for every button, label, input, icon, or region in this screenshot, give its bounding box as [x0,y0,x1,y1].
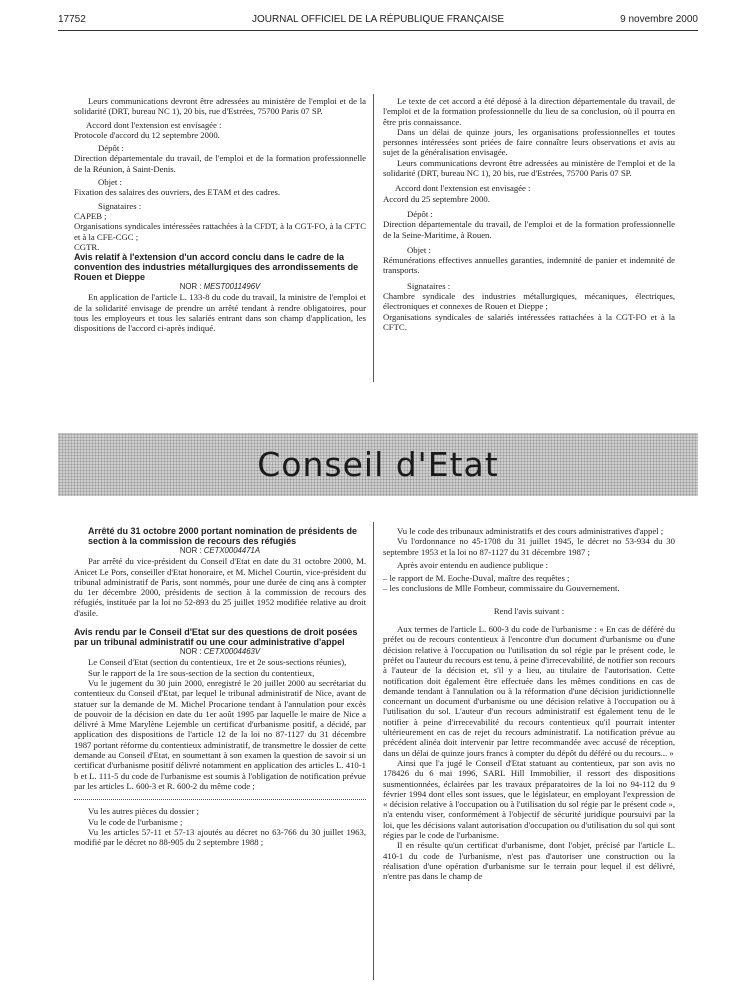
label-signataires: Signataires : [407,280,451,291]
label-objet: Objet : [407,244,431,255]
section-title: Conseil d'Etat [257,445,499,484]
paragraph: Direction départementale du travail, de l'emploi et de la formation professionnelle de la Seine-Maritime, à Rouen. [383,219,675,240]
paragraph: Organisations syndicales intéressées rattachées à la CFDT, à la CGT-FO, à la CFTC et à la CFE-CGC ; [74,221,366,242]
paragraph: Vu le code de l'urbanisme ; [88,816,183,827]
nor-reference [74,546,366,556]
paragraph: Après avoir entendu en audience publique : [397,559,549,570]
paragraph: Chambre syndicale des industries métallurgiques, mécaniques, électriques, électroniques et connexes de Rouen et Dieppe ; [383,291,675,312]
journal-title: JOURNAL OFFICIEL DE LA RÉPUBLIQUE FRANÇAISE [251,14,505,25]
column-divider [373,94,374,382]
nor-label: NOR : [179,282,202,292]
paragraph: Vu les autres pièces du dossier ; [88,806,199,817]
top-right-column [383,96,675,332]
section-banner [58,433,698,496]
issue-date: 9 novembre 2000 [620,14,698,25]
paragraph: Organisations syndicales de salariés intéressées rattachées à la CGT-FO et à la CFTC. [383,311,675,332]
paragraph: Le texte de cet accord a été déposé à la direction départementale du travail, de l'emploi et de la formation professionnelle du lieu de sa conclusion, où il pourra en être pris connaissance. [383,96,675,127]
page-number: 17752 [58,14,86,25]
column-divider [373,522,374,980]
label-accord: Accord dont l'extension est envisagée : [395,183,531,194]
nor-label: NOR : [179,647,202,657]
label-depot: Dépôt : [407,208,433,219]
paragraph: Leurs communications devront être adressées au ministère de l'emploi et de la solidarité (DRT, bureau NC 1), 20 bis, rue d'Estrées, 75700 Paris 07 SP. [74,96,366,117]
paragraph: Ainsi que l'a jugé le Conseil d'Etat statuant au contentieux, par son avis no 178426 du 6 mai 1996, SARL Hill Immobilier, il ressort des dispositions susmentionnées, éclairées par les travaux préparatoires de la loi no 94-112 du 9 février 1994 dont elles sont issues, que le législateur, en employant l'expression de « décision relative à l'occupation ou à l'utilisation du sol régie par le présent code », n'a entendu viser, conformément à l'objectif de sécurité juridique poursuivi par la loi, que les décisions valant autorisation d'occupation ou d'utilisation du sol qui sont régies par le code de l'urbanisme. [383,757,675,841]
paragraph: Vu l'ordonnance no 45-1708 du 31 juillet 1945, le décret no 53-934 du 30 septembre 1953 et la loi no 87-1127 du 31 décembre 1987 ; [383,536,675,557]
dotted-separator [74,799,366,800]
paragraph: Accord du 25 septembre 2000. [383,193,490,204]
paragraph: Fixation des salaires des ouvriers, des ETAM et des cadres. [74,187,281,198]
label-accord: Accord dont l'extension est envisagée : [86,119,222,130]
bottom-right-column [383,526,675,882]
list-item: – le rapport de M. Eoche-Duval, maître des requêtes ; [383,573,570,584]
label-depot: Dépôt : [98,143,124,154]
paragraph: Aux termes de l'article L. 600-3 du code de l'urbanisme : « En cas de déféré du préfet ou de recours contentieux à l'encontre d'un document d'urbanisme ou d'une décision relative à l'occupation ou l'utilisation du sol régie par le présent code, le préfet ou l'auteur du recours est tenu, à peine d'irrecevabilité, de notifier son recours à l'auteur de la décision et, s'il y a lieu, au titulaire de l'autorisation. Cette notification doit également être effectuée dans les mêmes conditions en cas de demande tendant à l'annulation ou à la réformation d'une décision juridictionnelle concernant un document d'urbanisme ou une décision relative à l'occupation ou à l'utilisation du sol. L'auteur d'un recours administratif est également tenu de le notifier à peine d'irrecevabilité du recours contentieux qu'il pourrait intenter ultérieurement en cas de rejet du recours administratif. La notification prévue au précédent alinéa doit intervenir par lettre recommandée avec accusé de réception, dans un délai de quinze jours francs à compter du dépôt du déféré ou du recours... » [383,624,675,758]
paragraph: Protocole d'accord du 12 septembre 2000. [74,129,220,140]
nor-code: CETX0004471A [203,546,261,555]
nor-code: CETX0004463V [203,647,261,657]
paragraph: CAPEB ; [74,210,107,221]
top-left-column [74,96,366,334]
paragraph: Il en résulte qu'un certificat d'urbanisme, dont l'objet, précisé par l'article L. 410-1 du code de l'urbanisme, n'est pas d'autoriser une construction ou la réalisation d'une opération d'urbanisme sur le terrain pour lequel il est délivré, n'entre pas dans le champ de [383,840,675,882]
header-rule [58,30,698,31]
label-objet: Objet : [98,177,122,188]
paragraph: Vu les articles 57-11 et 57-13 ajoutés au décret no 63-766 du 30 juillet 1963, modifié par le décret no 88-905 du 2 septembre 1988 ; [74,826,366,848]
paragraph: Sur le rapport de la 1re sous-section de la section du contentieux, [88,667,315,678]
operative-heading: Rend l'avis suivant : [493,605,565,616]
paragraph: Direction départementale du travail, de l'emploi et de la formation professionnelle de la Réunion, à Saint-Denis. [74,153,366,174]
nor-reference [74,282,366,292]
notice-title: Avis relatif à l'extension d'un accord conclu dans le cadre de la convention des industries métallurgiques des arrondissements de Rouen et Dieppe [74,252,359,283]
nor-code: MEST0011496V [203,282,261,292]
nor-reference [74,647,366,657]
paragraph: Dans un délai de quinze jours, les organisations professionnelles et toutes personnes intéressées sont priées de faire connaître leurs observations et avis au sujet de la généralisation envisagée. [383,126,675,158]
list-item: – les conclusions de Mlle Fombeur, commissaire du Gouvernement. [383,583,620,594]
paragraph: Leurs communications devront être adressées au ministère de l'emploi et de la solidarité (DRT, bureau NC 1), 20 bis, rue d'Estrées, 75700 Paris 07 SP. [383,157,675,179]
paragraph: Rémunérations effectives annuelles garanties, indemnité de panier et indemnité de transports. [383,255,675,276]
paragraph: Le Conseil d'Etat (section du contentieux, 1re et 2e sous-sections réunies), [88,657,347,668]
label-signataires: Signataires : [98,200,142,211]
paragraph: En application de l'article L. 133-8 du code du travail, la ministre de l'emploi et de la solidarité envisage de prendre un arrêté tendant à rendre obligatoires, pour tous les employeurs et tous les salariés entrant dans son champ d'application, les dispositions de l'accord ci-après indiqué. [74,292,366,334]
paragraph: Par arrêté du vice-président du Conseil d'Etat en date du 31 octobre 2000, M. Anicet Le Pors, conseiller d'Etat honoraire, et M. Michel Courtin, vice-président du tribunal administratif de Paris, sont nommés, pour une durée de cinq ans à compter du 1er décembre 2000, présidents de section à la commission de recours des réfugiés, instituée par la loi no 52-893 du 25 juillet 1952 modifiée relative au droit d'asile. [74,556,366,618]
decree-title: Arrêté du 31 octobre 2000 portant nomination de présidents de section à la commission de recours des réfugiés [88,526,358,546]
page-header [58,14,698,30]
paragraph: CGTR. [74,241,100,252]
notice-title: Avis rendu par le Conseil d'Etat sur des questions de droit posées par un tribunal administratif ou une cour administrative d'appel [74,627,358,648]
bottom-left-column [74,526,366,847]
nor-label: NOR : [179,546,202,555]
paragraph: Vu le code des tribunaux administratifs et des cours administratives d'appel ; [397,526,664,536]
paragraph: Vu le jugement du 30 juin 2000, enregistré le 20 juillet 2000 au secrétariat du contentieux du Conseil d'Etat, par lequel le tribunal administratif de Nice, avant de statuer sur la demande de M. Michel Procarione tendant à l'annulation pour excès de pouvoir de la décision en date du 1er août 1995 par laquelle le maire de Nice a délivré à Mme Marylène Lejemble un certificat d'urbanisme positif, a décidé, par application des dispositions de l'article 12 de la loi no 87-1127 du 31 décembre 1987 portant réforme du contentieux administratif, de transmettre le dossier de cette demande au Conseil d'Etat, en soumettant à son examen la question de savoir si un certificat d'urbanisme positif délivré notamment en application des articles L. 410-1 b et L. 111-5 du code de l'urbanisme est soumis à l'obligation de notification prévue par les articles L. 600-3 et R. 600-2 du même code ; [74,677,366,791]
